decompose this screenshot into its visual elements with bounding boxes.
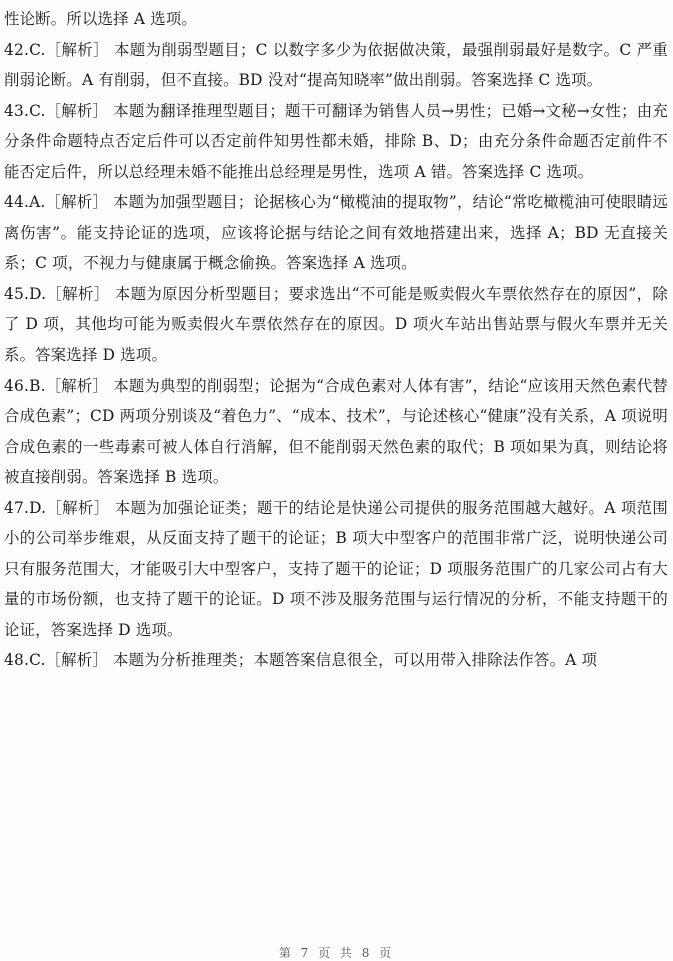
paragraph-48: 48.C.［解析］ 本题为分析推理类；本题答案信息很全，可以用带入排除法作答。A 项 <box>4 651 598 670</box>
paragraph-41-tail: 性论断。所以选择 A 选项。 <box>4 10 197 28</box>
answer-explanations <box>4 4 668 676</box>
paragraph-45: 45.D.［解析］ 本题为原因分析型题目；要求选出“不可能是贩卖假火车票依然存在的原因”，除了 D 项，其他均可能为贩卖假火车票依然存在的原因。D 项火车站出售站票与假火车票并无关系。答案选择 D 选项。 <box>4 284 668 365</box>
paragraph-43: 43.C.［解析］ 本题为翻译推理型题目；题干可翻译为销售人员→男性；已婚→文秘→女性；由充分条件命题特点否定后件可以否定前件知男性都未婚，排除 B、D；由充分条件命题否定前件不能否定后件，所以总经理未婚不能推出总经理是男性，选项 A 错。答案选择 C 选项。 <box>4 101 668 181</box>
paragraph-47: 47.D.［解析］ 本题为加强论证类；题干的结论是快递公司提供的服务范围越大越好。A 项范围小的公司举步维艰，从反面支持了题干的论证；B 项大中型客户的范围非常广泛，说明快递公司只有服务范围大，才能吸引大中型客户，支持了题干的论证；D 项服务范围广的几家公司占有大量的市场份额，也支持了题干的论证。D 项不涉及服务范围与运行情况的分析，不能支持题干的论证，答案选择 D 选项。 <box>4 498 668 639</box>
paragraph-44: 44.A.［解析］ 本题为加强型题目；论据核心为“橄榄油的提取物”，结论“常吃橄榄油可使眼睛远离伤害”。能支持论证的选项，应该将论据与结论之间有效地搭建出来，选择 A；BD 无直接关系；C 项，不视力与健康属于概念偷换。答案选择 A 选项。 <box>4 193 668 273</box>
paragraph-46: 46.B.［解析］ 本题为典型的削弱型；论据为“合成色素对人体有害”，结论“应该用天然色素代替合成色素”；CD 两项分别谈及“着色力”、“成本、技术”，与论述核心“健康”没有关系，A 项说明合成色素的一些毒素可被人体自行消解，但不能削弱天然色素的取代；B 项如果为真，则结论将被直接削弱。答案选择 B 选项。 <box>4 376 668 487</box>
paragraph-42: 42.C.［解析］ 本题为削弱型题目；C 以数字多少为依据做决策，最强削弱最好是数字。C 严重削弱论断。A 有削弱，但不直接。BD 没对“提高知晓率”做出削弱。答案选择 C 选项。 <box>4 40 668 90</box>
page-footer: 第 7 页 共 8 页 <box>278 946 395 960</box>
